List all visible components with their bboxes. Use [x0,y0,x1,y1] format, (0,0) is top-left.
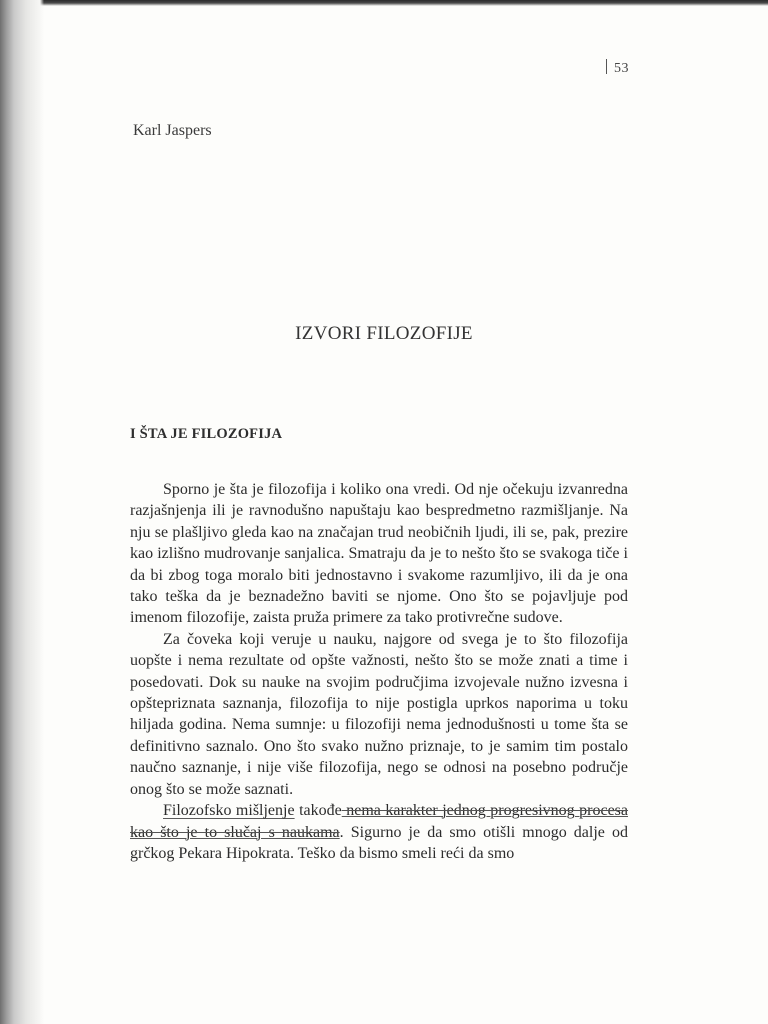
running-header-author: Karl Jaspers [133,122,212,139]
page-number-value: 53 [614,61,629,76]
paragraph-3 [130,800,628,864]
chapter-title: IZVORI FILOZOFIJE [295,323,473,344]
paragraph-2: Za čoveka koji veruje u nauku, najgore od svega je to što filozofija uopšte i nema rezultate od opšte važnosti, nešto što se može znati a time i posedovati. Dok su nauke na svojim područjima izvojevale nužno izvesna i opštepriznata saznanja, filozofija to nije postigla uprkos naporima u toku hiljada godina. Nema sumnje: u filozofiji nema jednodušnosti u tome šta se definitivno saznalo. Ono što svako nužno priznaje, to je samim tim postalo naučno saznanje, i nije više filozofija, nego se odnosi na posebno područje onog što se može saznati. [130,630,628,798]
paragraph-3-text-a: takođe [294,802,342,820]
page-number-rule [606,59,607,74]
section-heading: I ŠTA JE FILOZOFIJA [130,426,283,442]
page-top-edge [0,0,768,6]
paragraph-1: Sporno je šta je filozofija i koliko ona vredi. Od nje očekuju izvanredna razjašnjenja ili je ravnodušno napuštaju kao bespredmetno razmišljanje. Na nju se plašljivo gleda kao na značajan trud neobičnih ljudi, ili se, pak, prezire kao izlišno mudrovanje sanjalica. Smatraju da je to nešto što se svakoga tiče i da bi zbog toga moralo biti jednostavno i svakome razumljivo, ili da je ona tako teška da je beznadežno baviti se njome. Ono što se pojavljuje pod imenom filozofije, zaista pruža primere za tako protivrečne sudove. [130,481,628,627]
paragraph-3-text-b: . Sigurno je da smo otišli mnogo dalje od grčkog Pekara Hipokrata. Teško da bismo smeli reći da smo [130,823,629,862]
body-text [130,479,628,864]
page-number [606,59,629,77]
book-binding-shadow [0,0,44,1024]
pencil-underlined-phrase: Filozofsko mišljenje [163,802,295,820]
pencil-marked-phrase: nema karakter jednog progresivnog procesa kao što je to slučaj s naukama [130,802,629,841]
